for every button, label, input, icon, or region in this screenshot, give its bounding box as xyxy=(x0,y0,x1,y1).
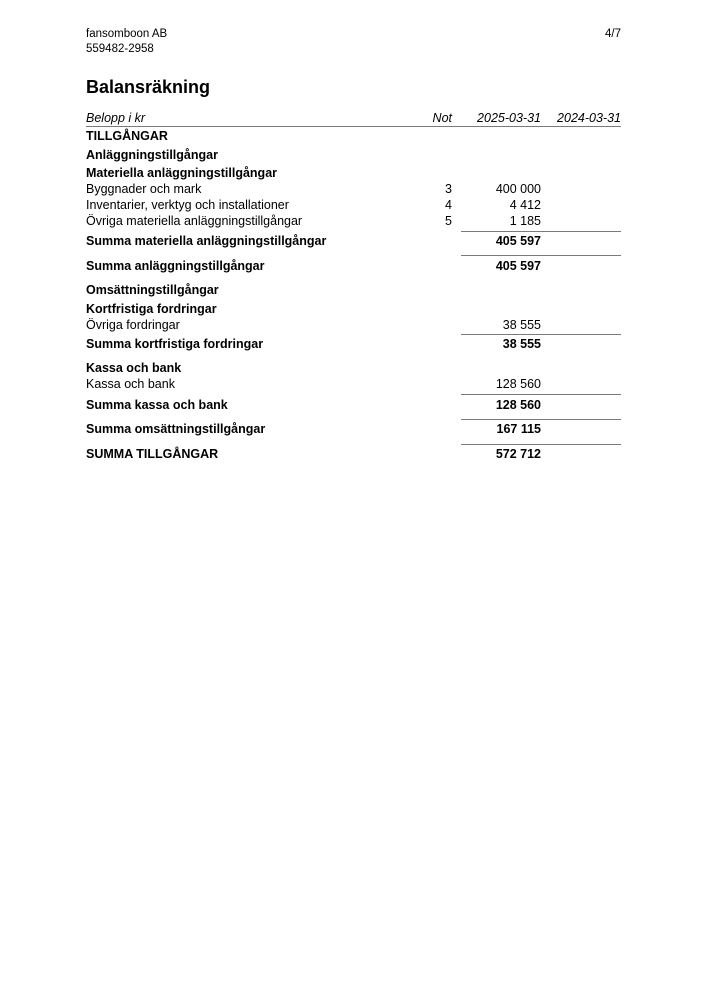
row-value-current: 38 555 xyxy=(502,318,541,332)
row-byggnader xyxy=(86,182,621,198)
row-label: Omsättningstillgångar xyxy=(86,283,219,297)
row-summa-materiella xyxy=(86,234,621,250)
row-label: Övriga materiella anläggningstillgångar xyxy=(86,214,303,228)
column-header-not: Not xyxy=(432,111,452,125)
row-ovriga-fordringar xyxy=(86,318,621,334)
row-label: Summa anläggningstillgångar xyxy=(86,259,265,273)
row-label: Kortfristiga fordringar xyxy=(86,302,217,316)
row-value-current: 405 597 xyxy=(495,259,541,273)
row-inventarier xyxy=(86,198,621,214)
row-summa-kortfristiga xyxy=(86,337,621,353)
row-anlaggningstillgangar xyxy=(86,148,621,164)
row-label: Byggnader och mark xyxy=(86,182,202,196)
page-number: 4/7 xyxy=(605,28,621,40)
row-label: Kassa och bank xyxy=(86,377,175,391)
sum-divider xyxy=(461,394,621,395)
company-name: fansomboon AB xyxy=(86,28,168,40)
header-divider xyxy=(86,126,621,127)
row-label: Anläggningstillgångar xyxy=(86,148,218,162)
row-value-current: 128 560 xyxy=(495,398,541,412)
row-not: 5 xyxy=(445,214,452,228)
row-kortfristiga xyxy=(86,302,621,318)
org-number: 559482-2958 xyxy=(86,43,154,55)
row-label: Summa kassa och bank xyxy=(86,398,228,412)
row-label: Övriga fordringar xyxy=(86,318,180,332)
row-kassa-och-bank xyxy=(86,377,621,393)
row-value-current: 572 712 xyxy=(495,447,541,461)
row-value-current: 1 185 xyxy=(509,214,541,228)
sum-divider xyxy=(461,231,621,232)
row-label: SUMMA TILLGÅNGAR xyxy=(86,447,219,461)
row-not: 3 xyxy=(445,182,452,196)
sum-divider xyxy=(461,334,621,335)
row-label: Inventarier, verktyg och installationer xyxy=(86,198,289,212)
row-label: TILLGÅNGAR xyxy=(86,129,168,143)
row-label: Kassa och bank xyxy=(86,361,182,375)
row-value-current: 4 412 xyxy=(509,198,541,212)
row-materiella xyxy=(86,166,621,182)
sum-divider xyxy=(461,444,621,445)
row-value-current: 405 597 xyxy=(495,234,541,248)
row-not: 4 xyxy=(445,198,452,212)
row-tillgangar xyxy=(86,129,621,145)
row-value-current: 400 000 xyxy=(495,182,541,196)
row-omsattningstillgangar xyxy=(86,283,621,299)
row-value-current: 167 115 xyxy=(496,422,541,436)
column-header-current: 2025-03-31 xyxy=(477,111,541,125)
page-title: Balansräkning xyxy=(86,77,211,97)
row-label: Summa materiella anläggningstillgångar xyxy=(86,234,327,248)
column-header-previous: 2024-03-31 xyxy=(557,111,621,125)
row-summa-anlaggning xyxy=(86,259,621,275)
row-label: Summa kortfristiga fordringar xyxy=(86,337,264,351)
column-header-label: Belopp i kr xyxy=(86,111,146,125)
row-value-current: 128 560 xyxy=(495,377,541,391)
row-summa-kassa xyxy=(86,398,621,414)
row-value-current: 38 555 xyxy=(502,337,541,351)
sum-divider xyxy=(461,255,621,256)
sum-divider xyxy=(461,419,621,420)
row-label: Summa omsättningstillgångar xyxy=(86,422,266,436)
row-kassa-och-bank-heading xyxy=(86,361,621,377)
row-summa-omsattning xyxy=(86,422,621,438)
row-summa-tillgangar xyxy=(86,447,621,463)
row-ovriga-materiella xyxy=(86,214,621,230)
row-label: Materiella anläggningstillgångar xyxy=(86,166,278,180)
